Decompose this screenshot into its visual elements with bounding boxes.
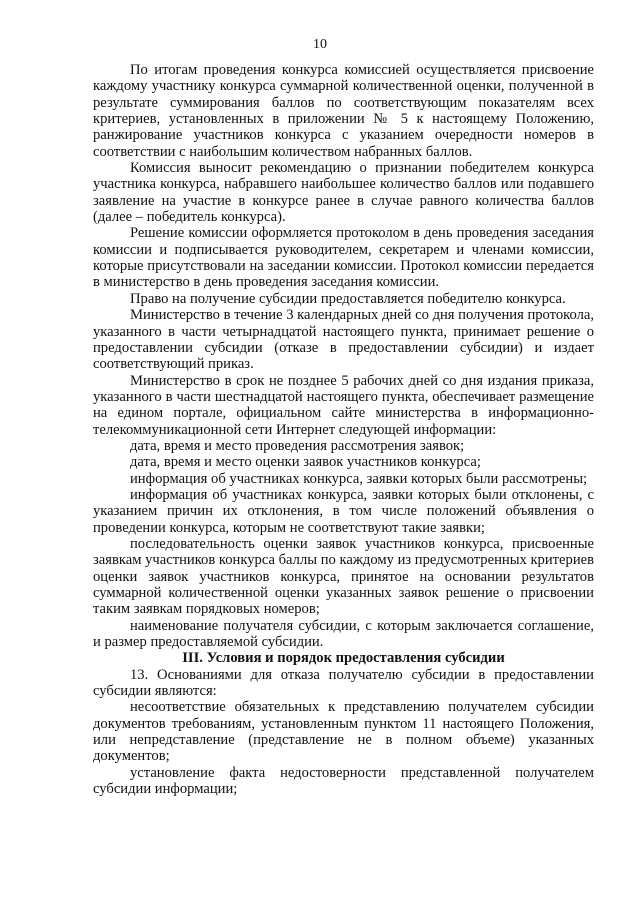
paragraph: Право на получение субсидии предоставляется победителю конкурса. (130, 290, 566, 307)
document-body (93, 62, 594, 797)
list-item: последовательность оценки заявок участников конкурса, присвоенные заявкам участников конкурса баллы по каждому из предусмотренных критериев оценки заявок участников конкурса, принятое на основании результатов суммарной количественной оценки указанных заявок решение о присвоении таким заявкам порядковых номеров; (93, 535, 594, 618)
paragraph: По итогам проведения конкурса комиссией осуществляется присвоение каждому участнику конкурса суммарной количественной оценки, полученной в результате суммирования баллов по соответствующим показателям всех критериев, установленных в приложении № 5 к настоящему Положению, ранжирование участников конкурса с указанием очередности номеров в соответствии с наибольшим количеством набранных баллов. (93, 62, 594, 160)
section-heading: III. Условия и порядок предоставления субсидии (182, 650, 505, 667)
paragraph: Министерство в течение 3 календарных дней со дня получения протокола, указанного в части четырнадцатой настоящего пункта, принимает решение о предоставлении субсидии (отказе в предоставлении субсидии) и издает соответствующий приказ. (93, 307, 595, 373)
list-item: информация об участниках конкурса, заявки которых были рассмотрены; (130, 470, 588, 487)
paragraph: Решение комиссии оформляется протоколом в день проведения заседания комиссии и подписывается руководителем, секретарем и членами комиссии, которые присутствовали на заседании комиссии. Протокол комиссии передается в министерство в день проведения заседания комиссии. (93, 225, 594, 291)
paragraph: Министерство в срок не позднее 5 рабочих дней со дня издания приказа, указанного в части шестнадцатой настоящего пункта, обеспечивает размещение на едином портале, официальном сайте министерства в информационно-телекоммуникационной сети Интернет следующей информации: (93, 372, 594, 438)
list-item: информация об участниках конкурса, заявки которых были отклонены, с указанием причин их отклонения, в том числе положений объявления о проведении конкурса, которым не соответствуют такие заявки; (93, 486, 594, 536)
list-item: наименование получателя субсидии, с которым заключается соглашение, и размер предоставляемой субсидии. (93, 617, 594, 651)
paragraph: Комиссия выносит рекомендацию о признании победителем конкурса участника конкурса, набравшего наибольшее количество баллов или подавшего заявление на участие в конкурсе ранее в случае равного количества баллов (далее – победитель конкурса). (93, 160, 594, 226)
list-item: несоответствие обязательных к представлению получателем субсидии документов требованиям, установленным пунктом 11 настоящего Положения, или непредставление (представление не в полном объеме) указанных документов; (93, 699, 594, 765)
list-item: дата, время и место проведения рассмотрения заявок; (130, 437, 465, 454)
paragraph: 13. Основаниями для отказа получателю субсидии в предоставлении субсидии являются: (93, 666, 594, 700)
page-number: 10 (313, 37, 327, 52)
list-item: установление факта недостоверности представленной получателем субсидии информации; (93, 764, 594, 798)
list-item: дата, время и место оценки заявок участников конкурса; (130, 454, 481, 471)
